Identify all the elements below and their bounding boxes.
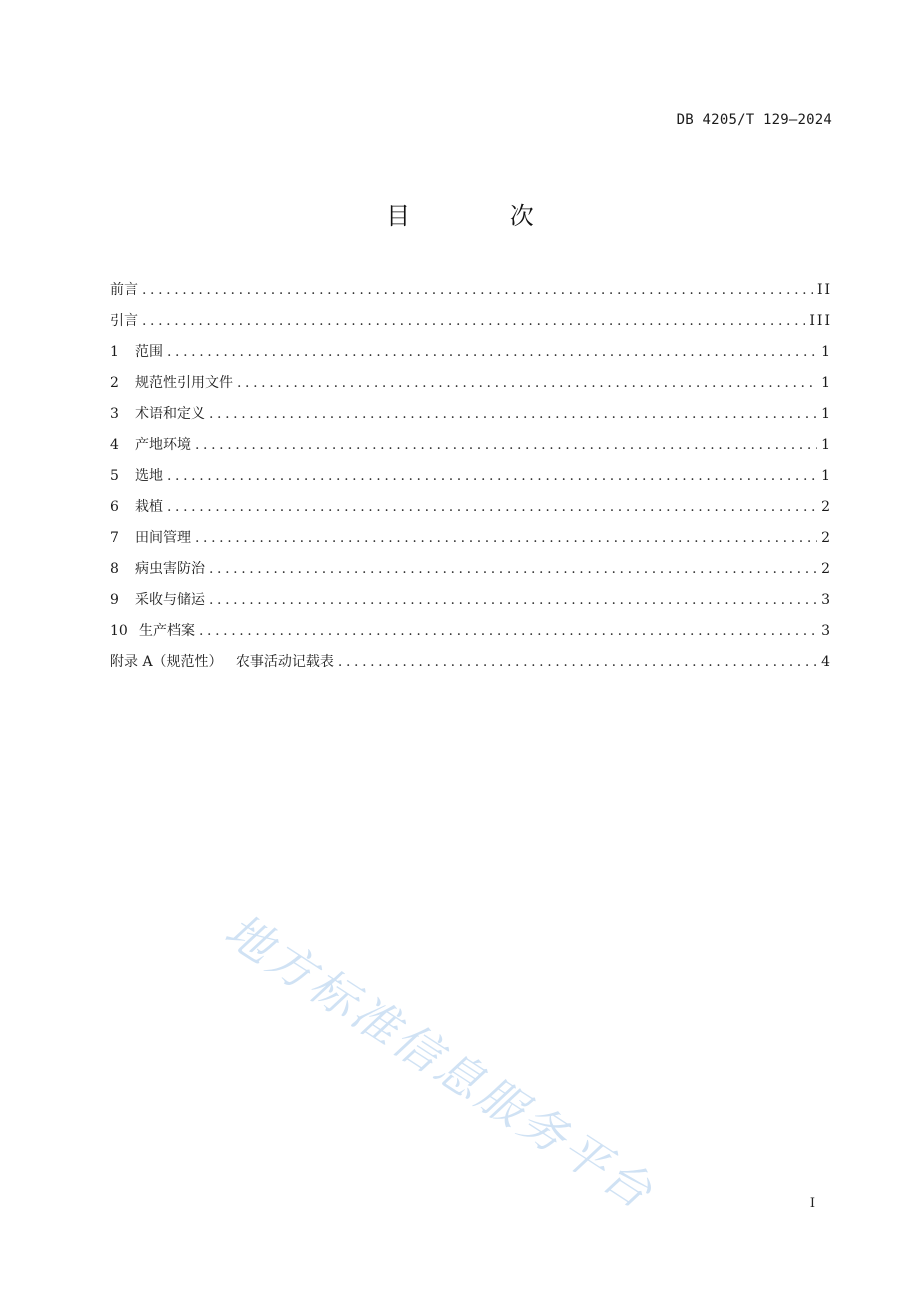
toc-entry-number: 1: [110, 344, 119, 360]
toc-leader-dots: [167, 341, 817, 363]
toc-entry-page: 1: [821, 344, 832, 360]
toc-entry-label: 田间管理: [135, 530, 191, 546]
toc-entry-number: 9: [110, 592, 119, 608]
toc-entry-page: 4: [821, 654, 832, 670]
toc-entry-page: 3: [821, 592, 832, 608]
toc-entry-number: 8: [110, 561, 119, 577]
toc-leader-dots: [167, 465, 817, 487]
toc-entry[interactable]: [110, 465, 832, 496]
toc-entry-label: 生产档案: [139, 623, 195, 639]
toc-entry-page: 1: [821, 375, 832, 391]
toc-entry-page: 2: [821, 530, 832, 546]
toc-leader-dots: [209, 403, 817, 425]
toc-entry-page: 1: [821, 468, 832, 484]
toc-entry-page: 1: [821, 437, 832, 453]
toc-entry[interactable]: [110, 434, 832, 465]
toc-entry[interactable]: [110, 341, 832, 372]
table-of-contents: [110, 279, 832, 682]
toc-entry-page: 2: [821, 499, 832, 515]
toc-entry-label: 附录 A（规范性） 农事活动记载表: [110, 654, 334, 670]
toc-entry-page: 1: [821, 406, 832, 422]
toc-entry[interactable]: [110, 589, 832, 620]
toc-entry-number: 2: [110, 375, 119, 391]
toc-entry[interactable]: [110, 372, 832, 403]
toc-title: 目 次: [386, 202, 580, 230]
toc-leader-dots: [237, 372, 817, 394]
toc-entry[interactable]: [110, 527, 832, 558]
toc-entry-number: 10: [110, 623, 128, 639]
toc-entry[interactable]: [110, 558, 832, 589]
page-number: I: [809, 1196, 815, 1211]
toc-entry-page: 3: [821, 623, 832, 639]
document-code: DB 4205/T 129—2024: [676, 112, 832, 128]
toc-entry[interactable]: [110, 279, 832, 310]
toc-entry-label: 栽植: [135, 499, 163, 515]
toc-entry-label: 选地: [135, 468, 163, 484]
toc-entry[interactable]: [110, 620, 832, 651]
toc-entry-page: II: [816, 282, 832, 298]
toc-entry-number: 4: [110, 437, 119, 453]
toc-entry-number: 3: [110, 406, 119, 422]
watermark: 地方标准信息服务平台: [215, 902, 665, 1221]
toc-entry-appendix[interactable]: [110, 651, 832, 682]
toc-leader-dots: [167, 496, 817, 518]
toc-entry-label: 引言: [110, 313, 138, 329]
toc-entry-number: 6: [110, 499, 119, 515]
toc-entry-label: 病虫害防治: [135, 561, 205, 577]
toc-entry-page: 2: [821, 561, 832, 577]
toc-entry[interactable]: [110, 403, 832, 434]
toc-entry-page: III: [809, 313, 832, 329]
toc-entry-number: 7: [110, 530, 119, 546]
toc-leader-dots: [142, 279, 813, 301]
toc-entry-label: 采收与储运: [135, 592, 205, 608]
toc-entry-label: 前言: [110, 282, 138, 298]
toc-entry-label: 产地环境: [135, 437, 191, 453]
toc-entry[interactable]: [110, 496, 832, 527]
toc-entry[interactable]: [110, 310, 832, 341]
toc-entry-label: 术语和定义: [135, 406, 205, 422]
toc-leader-dots: [209, 558, 817, 580]
toc-entry-label: 规范性引用文件: [135, 375, 233, 391]
toc-entry-label: 范围: [135, 344, 163, 360]
toc-leader-dots: [195, 434, 817, 456]
toc-leader-dots: [195, 527, 817, 549]
toc-leader-dots: [338, 651, 817, 673]
toc-leader-dots: [199, 620, 817, 642]
toc-entry-number: 5: [110, 468, 119, 484]
toc-leader-dots: [209, 589, 817, 611]
toc-leader-dots: [142, 310, 805, 332]
